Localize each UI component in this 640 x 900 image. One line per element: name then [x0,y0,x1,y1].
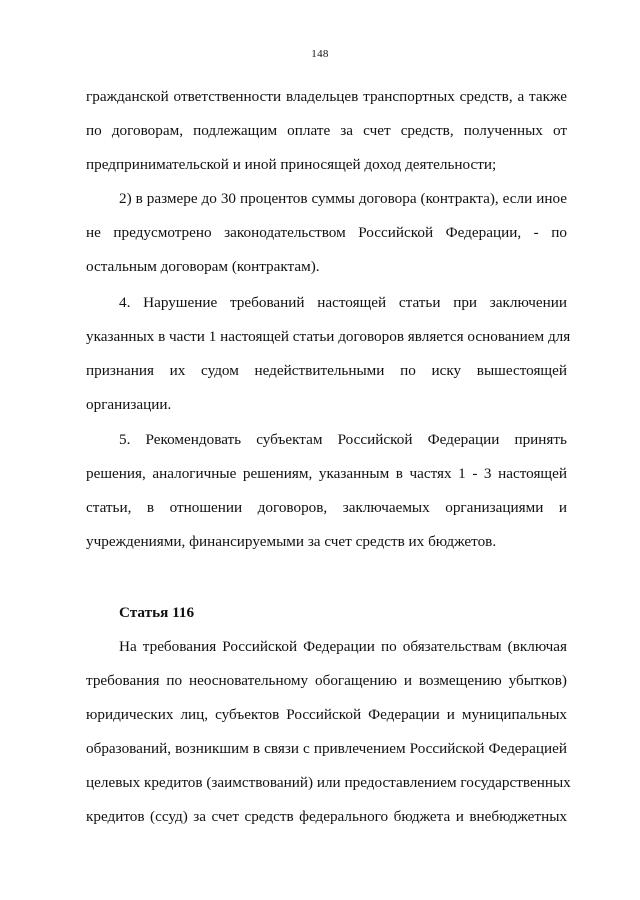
page-number: 148 [311,48,329,60]
text-line: признания их судом недействительными по иску вышестоящей [86,362,567,379]
text-line: 2) в размере до 30 процентов суммы договора (контракта), если иное [119,190,567,207]
text-line: не предусмотрено законодательством Российской Федерации, - по [86,224,567,241]
text-line: по договорам, подлежащим оплате за счет средств, полученных от [86,122,567,139]
text-line: статьи, в отношении договоров, заключаемых организациями и [86,499,567,516]
article-heading: Статья 116 [119,604,195,621]
text-line: остальным договорам (контрактам). [86,258,320,275]
text-line: юридических лиц, субъектов Российской Федерации и муниципальных [86,706,567,723]
text-line: целевых кредитов (заимствований) или предоставлением государственных [86,774,571,791]
text-line: На требования Российской Федерации по обязательствам (включая [119,638,567,655]
text-line: решения, аналогичные решениям, указанным в частях 1 - 3 настоящей [86,465,567,482]
text-line: образований, возникшим в связи с привлечением Российской Федерацией [86,740,567,757]
text-line: учреждениями, финансируемыми за счет средств их бюджетов. [86,533,497,550]
text-line: организации. [86,396,172,413]
text-line: указанных в части 1 настоящей статьи договоров является основанием для [86,328,571,345]
text-line: предпринимательской и иной приносящей доход деятельности; [86,156,497,173]
text-line: гражданской ответственности владельцев транспортных средств, а также [86,88,567,105]
text-line: требования по неосновательному обогащению и возмещению убытков) [86,672,567,689]
text-line: 5. Рекомендовать субъектам Российской Федерации принять [119,431,567,448]
text-line: 4. Нарушение требований настоящей статьи при заключении [119,294,567,311]
text-line: кредитов (ссуд) за счет средств федерального бюджета и внебюджетных [86,808,567,825]
